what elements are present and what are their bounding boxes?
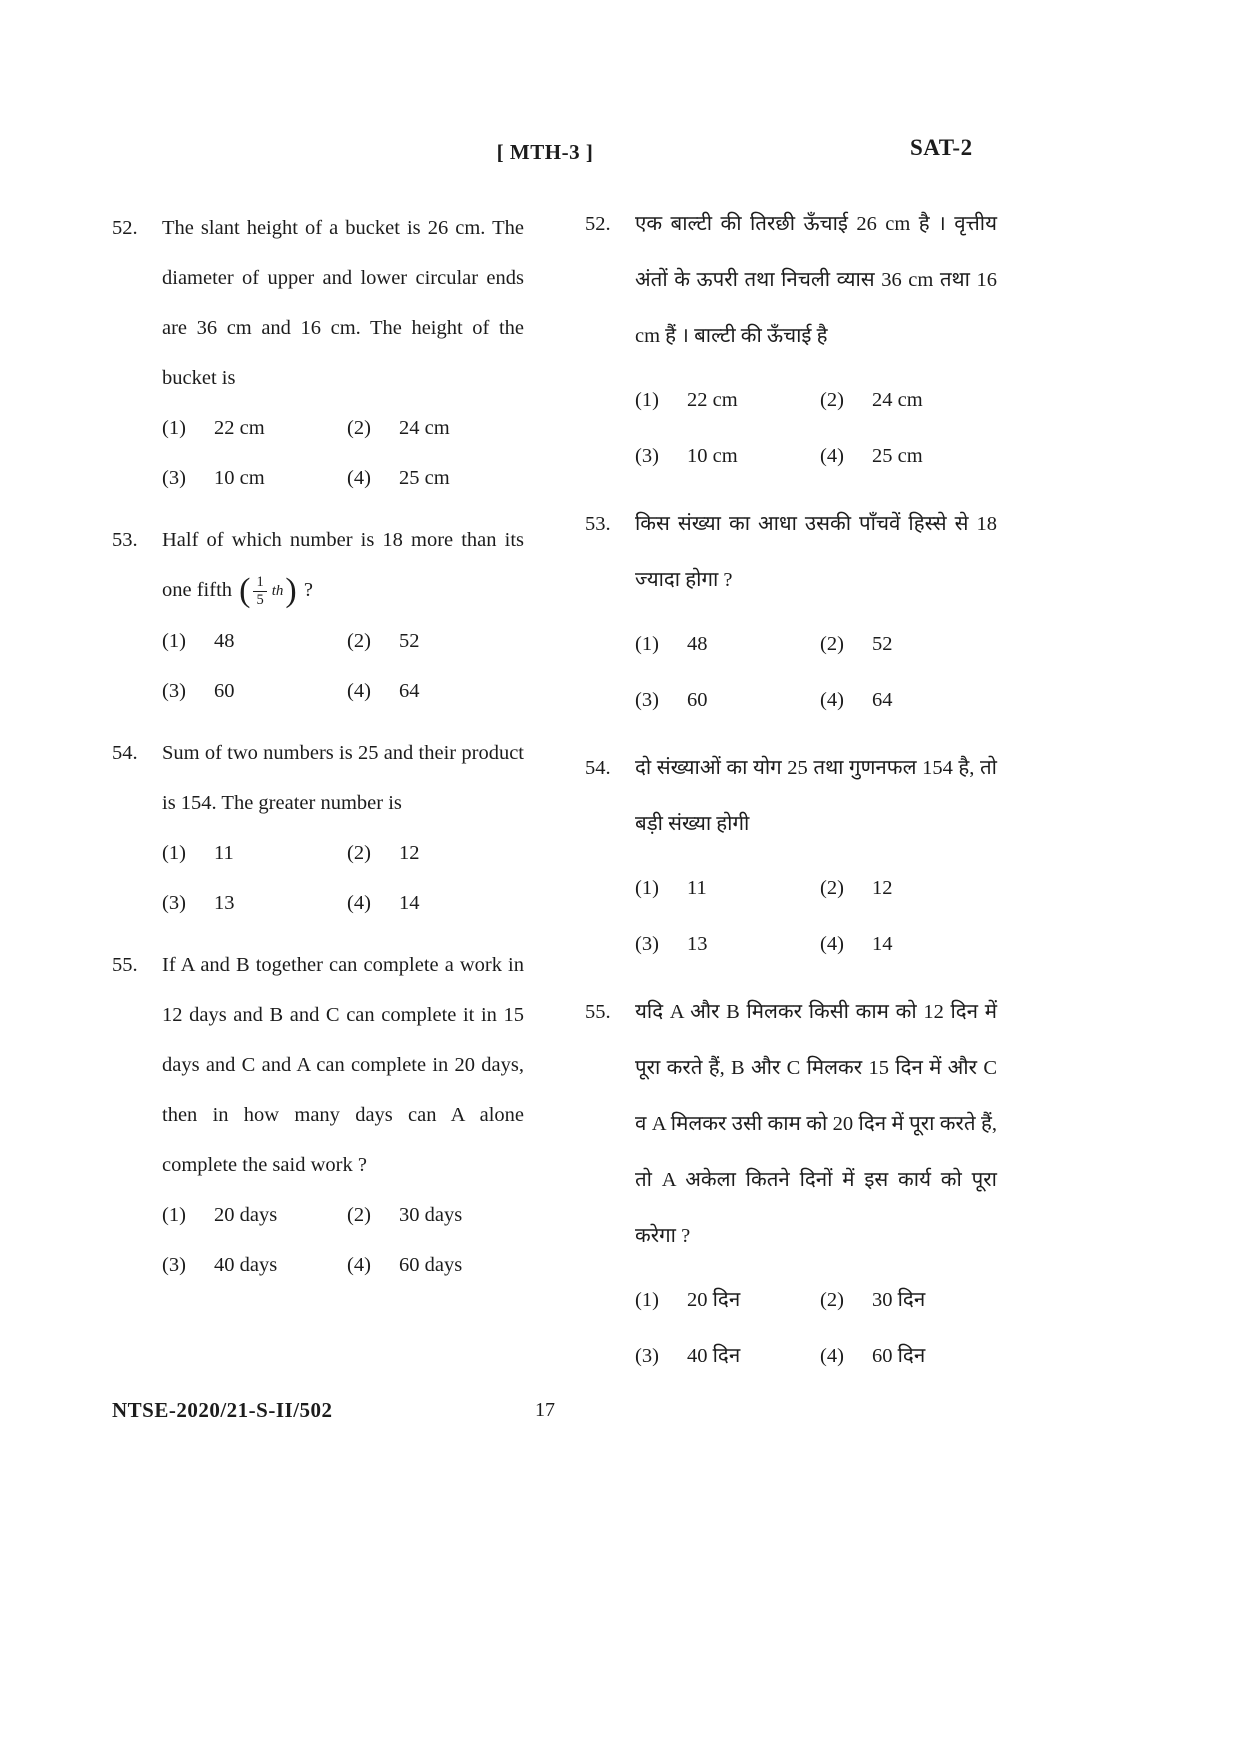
column-english [112, 203, 524, 1302]
option-label: (2) [820, 389, 844, 411]
question-body [162, 203, 524, 503]
option-text: 52 [872, 633, 893, 655]
options-row [162, 878, 524, 928]
option-1 [162, 403, 347, 453]
option-text: 24 cm [399, 417, 450, 439]
question-52-hi [585, 196, 997, 484]
options-row [162, 828, 524, 878]
options-row [162, 1240, 524, 1290]
option-text: 22 cm [214, 417, 265, 439]
option-label: (3) [162, 1254, 186, 1277]
options-row [162, 666, 524, 716]
option-label: (4) [347, 467, 371, 489]
option-3 [635, 1328, 820, 1384]
question-number: 52. [112, 217, 138, 239]
option-label: (1) [635, 877, 659, 899]
option-label: (2) [347, 1204, 371, 1227]
option-label: (3) [635, 1345, 659, 1367]
option-4 [820, 672, 893, 728]
fraction [239, 566, 297, 616]
option-text: 10 cm [214, 467, 265, 489]
option-3 [162, 666, 347, 716]
question-number: 54. [585, 757, 611, 779]
option-label: (3) [635, 689, 659, 711]
question-text-after: ? [303, 579, 313, 601]
question-55-en [112, 940, 524, 1290]
question-number: 53. [585, 513, 611, 535]
options [162, 403, 524, 503]
option-text: 60 [214, 680, 235, 703]
option-label: (3) [635, 933, 659, 955]
question-53-en [112, 515, 524, 716]
question-54-en [112, 728, 524, 928]
question-text: The slant height of a bucket is 26 cm. The diameter of upper and lower circular ends are 36 cm and 16 cm. The height of the bucket is [162, 217, 524, 389]
option-text: 13 [687, 933, 708, 955]
options-row [635, 1272, 997, 1328]
option-text: 14 [399, 892, 420, 915]
option-3 [162, 1240, 347, 1290]
option-label: (1) [162, 1204, 186, 1227]
options [635, 1272, 997, 1384]
header-section-code: [ MTH-3 ] [496, 140, 594, 164]
option-1 [162, 828, 347, 878]
option-text: 52 [399, 630, 420, 653]
option-text: 30 दिन [872, 1289, 926, 1311]
option-1 [635, 860, 820, 916]
option-2 [347, 828, 420, 878]
option-label: (3) [162, 892, 186, 915]
footer-booklet-code: NTSE-2020/21-S-II/502 [112, 1398, 333, 1422]
option-4 [820, 916, 893, 972]
option-label: (2) [347, 417, 371, 439]
option-label: (3) [635, 445, 659, 467]
option-text: 40 days [214, 1254, 278, 1277]
option-text: 22 cm [687, 389, 738, 411]
option-text: 20 दिन [687, 1289, 741, 1311]
question-54-hi [585, 740, 997, 972]
options-row [162, 403, 524, 453]
option-text: 12 [872, 877, 893, 899]
options-row [635, 616, 997, 672]
question-55-hi [585, 984, 997, 1384]
option-label: (4) [347, 1254, 371, 1277]
option-2 [347, 616, 420, 666]
question-number: 53. [112, 529, 138, 551]
option-2 [347, 1190, 462, 1240]
option-4 [820, 428, 923, 484]
question-text: यदि A और B मिलकर किसी काम को 12 दिन में पूरा करते हैं, B और C मिलकर 15 दिन में और C व A मिलकर उसी काम को 20 दिन में पूरा करते हैं, तो A अकेला कितने दिनों में इस कार्य को पूरा करेगा ? [635, 1001, 997, 1247]
option-2 [820, 1272, 925, 1328]
options-row [635, 372, 997, 428]
option-1 [162, 616, 347, 666]
options-row [635, 1328, 997, 1384]
option-4 [347, 666, 420, 716]
question-text: Sum of two numbers is 25 and their product is 154. The greater number is [162, 742, 524, 815]
option-text: 60 days [399, 1254, 463, 1277]
option-text: 25 cm [399, 467, 450, 489]
question-body [635, 740, 997, 972]
option-1 [635, 1272, 820, 1328]
options [635, 860, 997, 972]
option-label: (3) [162, 467, 186, 489]
option-label: (1) [162, 417, 186, 439]
option-text: 11 [687, 877, 707, 899]
question-text: एक बाल्टी की तिरछी ऊँचाई 26 cm है । वृत्तीय अंतों के ऊपरी तथा निचली व्यास 36 cm तथा 16 cm हैं । बाल्टी की ऊँचाई है [635, 213, 997, 347]
option-label: (2) [820, 633, 844, 655]
options [162, 828, 524, 928]
options [635, 616, 997, 728]
option-text: 20 days [214, 1204, 278, 1227]
option-text: 12 [399, 842, 420, 865]
question-text: किस संख्या का आधा उसकी पाँचवें हिस्से से 18 ज्यादा होगा ? [635, 513, 997, 591]
fraction-open-paren: ( [239, 572, 251, 610]
option-1 [635, 616, 820, 672]
options-row [635, 860, 997, 916]
option-label: (2) [820, 1289, 844, 1311]
option-3 [162, 878, 347, 928]
option-3 [635, 916, 820, 972]
options-row [635, 672, 997, 728]
option-text: 25 cm [872, 445, 923, 467]
option-text: 64 [872, 689, 893, 711]
option-4 [347, 1240, 462, 1290]
option-text: 24 cm [872, 389, 923, 411]
question-52-en [112, 203, 524, 503]
fraction-denominator: 5 [256, 591, 264, 608]
option-text: 14 [872, 933, 893, 955]
fraction-close-paren: ) [285, 572, 297, 610]
option-label: (4) [820, 1345, 844, 1367]
question-body [162, 728, 524, 928]
options-row [635, 428, 997, 484]
options-row [162, 616, 524, 666]
option-text: 13 [214, 892, 235, 915]
option-3 [635, 672, 820, 728]
option-label: (1) [635, 1289, 659, 1311]
question-number: 54. [112, 742, 138, 765]
option-label: (1) [162, 630, 186, 653]
question-text [162, 515, 524, 616]
option-3 [162, 453, 347, 503]
option-label: (4) [820, 689, 844, 711]
option-2 [820, 372, 923, 428]
option-label: (1) [162, 842, 186, 865]
question-number: 55. [585, 1001, 611, 1023]
column-hindi [585, 196, 997, 1396]
question-text-before: Half of which number is 18 more than its one fifth [162, 529, 524, 601]
question-text: दो संख्याओं का योग 25 तथा गुणनफल 154 है, तो बड़ी संख्या होगी [635, 757, 997, 835]
footer-page-number: 17 [535, 1399, 555, 1421]
option-text: 60 दिन [872, 1345, 926, 1367]
options-row [162, 1190, 524, 1240]
question-body [162, 940, 524, 1290]
option-label: (2) [347, 630, 371, 653]
option-4 [347, 878, 420, 928]
option-text: 60 [687, 689, 708, 711]
fraction-suffix: th [271, 583, 284, 600]
options [162, 616, 524, 716]
option-label: (2) [820, 877, 844, 899]
option-text: 48 [687, 633, 708, 655]
option-text: 40 दिन [687, 1345, 741, 1367]
option-label: (2) [347, 842, 371, 865]
fraction-stack [253, 574, 266, 608]
option-text: 10 cm [687, 445, 738, 467]
question-number: 52. [585, 213, 611, 235]
option-2 [347, 403, 450, 453]
options [162, 1190, 524, 1290]
option-4 [347, 453, 450, 503]
fraction-numerator: 1 [253, 574, 266, 592]
options [635, 372, 997, 484]
option-label: (4) [347, 680, 371, 703]
option-label: (1) [635, 389, 659, 411]
question-number: 55. [112, 954, 138, 977]
option-3 [635, 428, 820, 484]
option-1 [635, 372, 820, 428]
question-text: If A and B together can complete a work in 12 days and B and C can complete it in 15 days and C and A can complete in 20 days, then in how many days can A alone complete the said work ? [162, 954, 524, 1177]
option-text: 64 [399, 680, 420, 703]
option-text: 11 [214, 842, 234, 865]
option-label: (4) [820, 933, 844, 955]
question-body [635, 496, 997, 728]
option-2 [820, 860, 893, 916]
option-text: 30 days [399, 1204, 463, 1227]
question-body [162, 515, 524, 716]
question-53-hi [585, 496, 997, 728]
question-body [635, 984, 997, 1384]
option-label: (4) [347, 892, 371, 915]
option-4 [820, 1328, 925, 1384]
header-paper-code: SAT-2 [910, 135, 973, 160]
question-body [635, 196, 997, 484]
option-label: (4) [820, 445, 844, 467]
option-text: 48 [214, 630, 235, 653]
option-label: (3) [162, 680, 186, 703]
options-row [162, 453, 524, 503]
option-1 [162, 1190, 347, 1240]
options-row [635, 916, 997, 972]
option-2 [820, 616, 893, 672]
option-label: (1) [635, 633, 659, 655]
